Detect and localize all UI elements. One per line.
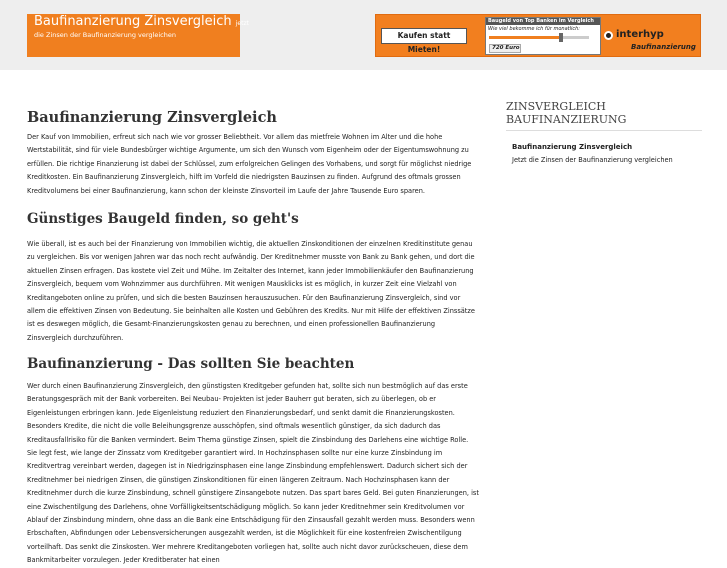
ad-amount-slider[interactable] <box>489 36 589 39</box>
ad-brand-name: interhyp <box>616 29 664 40</box>
page-title: Baufinanzierung Zinsvergleich <box>27 109 277 126</box>
site-title-suffix: jetzt <box>235 20 249 27</box>
section-heading-beachten: Baufinanzierung - Das sollten Sie beachten <box>27 356 355 372</box>
ad-amount-field[interactable]: 720 Euro <box>489 44 521 53</box>
ad-brand-logo <box>604 29 698 55</box>
ad-panel-question: Wie viel bekomme ich für monatlich: <box>488 26 580 32</box>
sidebar-heading: ZINSVERGLEICH BAUFINANZIERUNG <box>506 100 702 131</box>
section-paragraph-baugeld: Wie überall, ist es auch bei der Finanzierung von Immobilien wichtig, die aktuellen Zinskonditionen der einzelnen Kreditinstitute genau zu vergleichen. Bis vor wenigen Jahren war das noch recht aufwändig. Der Kreditnehmer musste von Bank zu Bank gehen, und dort die aktuellen Zinsen erfragen. Das kostete viel Zeit und Mühe. Im Zeitalter des Internet, kann jeder Immobilienkäufer den Baufinanzierung Zinsvergleich, bequem vom Wohnzimmer aus durchführen. Mit wenigen Mausklicks ist es möglich, in kurzer Zeit eine Vielzahl von Kreditangeboten online zu prüfen, und sich die besten Bauzinsen herauszusuchen. Für den Baufinanzierung Zinsvergleich, sind vor allem die effektiven Zinsen von Bedeutung. Sie beinhalten alle Kosten und Gebühren des Kredits. Nur mit Hilfe der effektiven Zinssätze ist es deswegen möglich, die Gesamt-Finanzierungskosten genau zu berechnen, und einen professionellen Baufinanzierung Zinsvergleich durchzuführen. <box>27 240 475 342</box>
ad-panel-heading: Baugeld von Top Banken im Vergleich <box>486 18 600 25</box>
site-title: Baufinanzierung Zinsvergleich jetzt <box>34 14 249 29</box>
sidebar-link-description: Jetzt die Zinsen der Baufinanzierung vergleichen <box>512 156 673 164</box>
section-heading-baugeld: Günstiges Baugeld finden, so geht's <box>27 211 299 227</box>
intro-paragraph: Der Kauf von Immobilien, erfreut sich nach wie vor grosser Beliebtheit. Vor allem das mietfreie Wohnen im Alter und die hohe Wertstabilität, sind für viele Bundesbürger wichtige Argumente, um sich den Wunsch vom Eigenheim oder der Eigentumswohnung zu erfüllen. Die richtige Finanzierung ist dabei der Schlüssel, zum erfolgreichen Gelingen des Vorhabens, und sorgt für möglichst niedrige Kreditkosten. Ein Baufinanzierung Zinsvergleich, hilft im Vorfeld die niedrigsten Bauzinsen zu finden. Aufgrund des oftmals grossen Kreditvolumens bei einer Baufinanzierung, kann schon der kleinste Zinsvorteil im Laufe der Jahre Tausende Euro sparen. <box>27 133 472 195</box>
sidebar <box>506 100 702 164</box>
site-logo[interactable] <box>27 14 249 57</box>
section-paragraph-beachten: Wer durch einen Baufinanzierung Zinsvergleich, den günstigsten Kreditgeber gefunden hat, sollte sich nun bestmöglich auf das erste Beratungsgespräch mit der Bank vorbereiten. Bei Neubau- Projekten ist jeder Bauherr gut beraten, sich zu überlegen, ob er Eigenleistungen erbringen kann. Jede Eigenleistung reduziert den Finanzierungsbedarf, und senkt damit die Finanzierungskosten. Besonders Kredite, die nicht die volle Beleihungsgrenze ausschöpfen, sind oftmals wesentlich günstiger, da sich dadurch das Kreditausfallrisiko für die Banken vermindert. Beim Thema günstige Zinsen, spielt die Zinsbindung des Darlehens eine wichtige Rolle. Sie legt fest, wie lange der Zinssatz vom Kreditgeber garantiert wird. In Hochzinsphasen sollte nur eine kurze Zinsbindung im Kreditvertrag vereinbart werden, dagegen ist in Niedrigzinsphasen eine lange Zinsbindung empfehlenswert. Dadurch sichert sich der Kreditnehmer bei niedrigen Zinsen, die günstigen Zinskonditionen für einen längeren Zeitraum. Nach Hochzinsphasen kann der Kreditnehmer durch die kurze Zinsbindung, schnell günstigere Zinsangebote nutzen. Das spart bares Geld. Bei guten Finanzierungen, ist eine Zwischentilgung des Darlehens, ohne Vorfälligkeitsentschädigung möglich. So kann jeder Kreditnehmer sein Kreditvolumen vor Ablauf der Zinsbindung mindern, ohne dass an die Bank eine Entschädigung für den Zinsausfall gezahlt werden muss. Besonders wenn Erbschaften, Abfindungen oder Lebensversicherungen ausgezahlt werden, ist die Möglichkeit für eine kostenfreien Zwischentilgung vorteilhaft. Das senkt die Zinskosten. Wer mehrere Kreditangeboten vorliegen hat, sollte auch nicht davor zurückscheuen, diese dem Bankmitarbeiter vorzulegen. Jeder Kreditberater hat einen <box>27 382 479 565</box>
ad-cta-button[interactable]: Kaufen statt Mieten! <box>381 28 467 44</box>
ad-slider-fill <box>489 36 561 39</box>
brand-circle-icon <box>604 31 613 40</box>
ad-slider-handle[interactable] <box>559 33 563 42</box>
main-content <box>27 96 483 565</box>
site-subtitle: die Zinsen der Baufinanzierung vergleichen <box>34 31 176 39</box>
ad-banner[interactable] <box>375 14 701 57</box>
ad-calculator-panel <box>485 17 601 55</box>
ad-brand-tagline: Baufinanzierung <box>631 43 696 51</box>
sidebar-link-zinsvergleich[interactable]: Baufinanzierung Zinsvergleich <box>512 143 633 151</box>
